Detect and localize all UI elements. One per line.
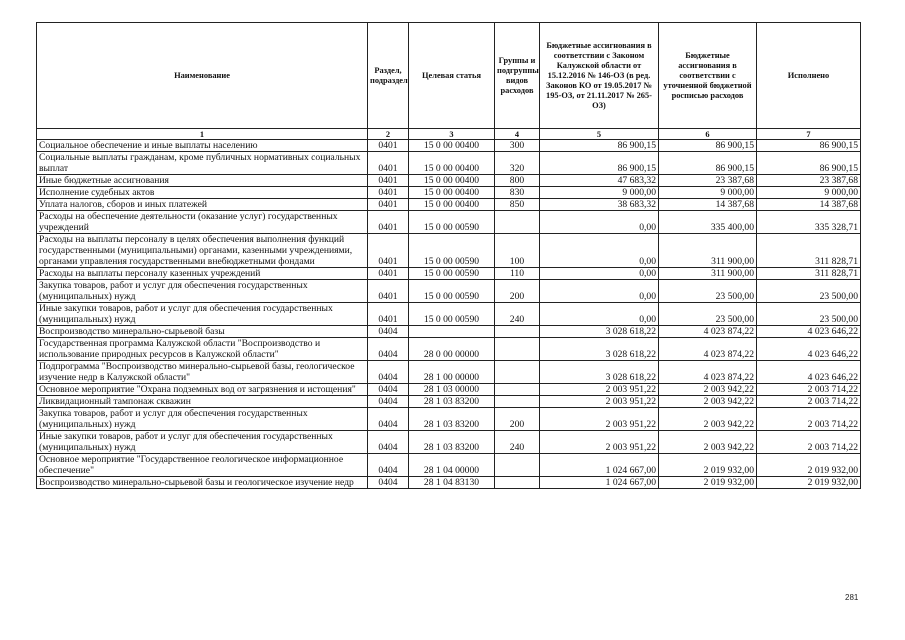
row-expense-group <box>495 384 540 396</box>
row-expense-group: 200 <box>495 280 540 303</box>
table-row <box>37 384 861 396</box>
table-row <box>37 268 861 280</box>
row-name: Закупка товаров, работ и услуг для обеспечения государственных (муниципальных) нужд <box>37 408 368 431</box>
row-refined-allocation: 2 003 942,22 <box>659 408 757 431</box>
row-target-article: 28 1 04 00000 <box>409 454 495 477</box>
row-name: Основное мероприятие "Охрана подземных вод от загрязнения и истощения" <box>37 384 368 396</box>
row-refined-allocation: 335 400,00 <box>659 211 757 234</box>
row-target-article: 28 1 03 00000 <box>409 384 495 396</box>
row-expense-group <box>495 361 540 384</box>
row-refined-allocation: 23 387,68 <box>659 175 757 187</box>
row-law-allocation: 0,00 <box>540 280 659 303</box>
row-law-allocation: 0,00 <box>540 234 659 268</box>
row-name: Воспроизводство минерально-сырьевой базы <box>37 326 368 338</box>
row-section: 0401 <box>368 234 409 268</box>
row-expense-group: 830 <box>495 187 540 199</box>
row-target-article: 28 1 03 83200 <box>409 408 495 431</box>
table-body <box>37 140 861 489</box>
row-law-allocation: 2 003 951,22 <box>540 384 659 396</box>
row-refined-allocation: 2 003 942,22 <box>659 384 757 396</box>
row-expense-group: 110 <box>495 268 540 280</box>
row-law-allocation: 3 028 618,22 <box>540 338 659 361</box>
table-row <box>37 280 861 303</box>
header-refined-allocation: Бюджетные ассигнования в соответствии с уточненной бюджетной росписью расходов <box>659 23 757 129</box>
table-row <box>37 361 861 384</box>
table-row <box>37 140 861 152</box>
row-target-article: 15 0 00 00590 <box>409 280 495 303</box>
row-section: 0404 <box>368 326 409 338</box>
column-number: 4 <box>495 129 540 140</box>
row-name: Уплата налогов, сборов и иных платежей <box>37 199 368 211</box>
row-expense-group: 850 <box>495 199 540 211</box>
row-target-article: 28 1 03 83200 <box>409 396 495 408</box>
row-name: Социальные выплаты гражданам, кроме публичных нормативных социальных выплат <box>37 152 368 175</box>
table-row <box>37 152 861 175</box>
row-law-allocation: 38 683,32 <box>540 199 659 211</box>
row-executed: 14 387,68 <box>757 199 861 211</box>
row-executed: 23 387,68 <box>757 175 861 187</box>
row-section: 0401 <box>368 211 409 234</box>
row-name: Расходы на обеспечение деятельности (оказание услуг) государственных учреждений <box>37 211 368 234</box>
row-expense-group: 240 <box>495 431 540 454</box>
row-expense-group: 300 <box>495 140 540 152</box>
row-name: Основное мероприятие "Государственное геологическое информационное обеспечение" <box>37 454 368 477</box>
row-section: 0401 <box>368 187 409 199</box>
row-section: 0401 <box>368 199 409 211</box>
row-refined-allocation: 86 900,15 <box>659 140 757 152</box>
row-executed: 335 328,71 <box>757 211 861 234</box>
row-target-article: 28 1 03 83200 <box>409 431 495 454</box>
row-name: Иные закупки товаров, работ и услуг для обеспечения государственных (муниципальных) нужд <box>37 303 368 326</box>
row-target-article: 15 0 00 00590 <box>409 234 495 268</box>
row-refined-allocation: 9 000,00 <box>659 187 757 199</box>
row-executed: 311 828,71 <box>757 268 861 280</box>
row-name: Расходы на выплаты персоналу казенных учреждений <box>37 268 368 280</box>
row-section: 0404 <box>368 408 409 431</box>
row-refined-allocation: 4 023 874,22 <box>659 326 757 338</box>
row-executed: 2 003 714,22 <box>757 384 861 396</box>
table-row <box>37 454 861 477</box>
row-name: Подпрограмма "Воспроизводство минерально-сырьевой базы, геологическое изучение недр в Калужской области" <box>37 361 368 384</box>
column-number: 5 <box>540 129 659 140</box>
row-refined-allocation: 2 019 932,00 <box>659 454 757 477</box>
row-target-article: 15 0 00 00590 <box>409 268 495 280</box>
row-executed: 86 900,15 <box>757 140 861 152</box>
row-law-allocation: 9 000,00 <box>540 187 659 199</box>
row-refined-allocation: 4 023 874,22 <box>659 338 757 361</box>
row-expense-group <box>495 454 540 477</box>
row-law-allocation: 0,00 <box>540 268 659 280</box>
row-name: Государственная программа Калужской области "Воспроизводство и использование природных ресурсов в Калужской области" <box>37 338 368 361</box>
row-law-allocation: 0,00 <box>540 303 659 326</box>
header-law-allocation: Бюджетные ассигнования в соответствии с Законом Калужской области от 15.12.2016 № 146-ОЗ (в ред. Законов КО от 19.05.2017 № 195-ОЗ, от 21.11.2017 № 265-ОЗ) <box>540 23 659 129</box>
column-number-row <box>37 129 861 140</box>
row-executed: 86 900,15 <box>757 152 861 175</box>
row-expense-group: 100 <box>495 234 540 268</box>
header-executed: Исполнено <box>757 23 861 129</box>
row-name: Иные бюджетные ассигнования <box>37 175 368 187</box>
row-target-article: 15 0 00 00400 <box>409 175 495 187</box>
row-expense-group <box>495 477 540 489</box>
row-section: 0404 <box>368 338 409 361</box>
row-name: Социальное обеспечение и иные выплаты населению <box>37 140 368 152</box>
table-row <box>37 431 861 454</box>
row-law-allocation: 0,00 <box>540 211 659 234</box>
row-law-allocation: 3 028 618,22 <box>540 326 659 338</box>
row-law-allocation: 86 900,15 <box>540 140 659 152</box>
row-executed: 2 003 714,22 <box>757 431 861 454</box>
table-row <box>37 396 861 408</box>
row-executed: 4 023 646,22 <box>757 338 861 361</box>
column-number: 7 <box>757 129 861 140</box>
row-executed: 23 500,00 <box>757 280 861 303</box>
row-section: 0401 <box>368 303 409 326</box>
row-section: 0401 <box>368 140 409 152</box>
row-target-article: 15 0 00 00590 <box>409 303 495 326</box>
row-name: Расходы на выплаты персоналу в целях обеспечения выполнения функций государственными (муниципальными) органами, казенными учреждениями, органами управления государственными внебюджетными фондами <box>37 234 368 268</box>
row-expense-group <box>495 338 540 361</box>
row-law-allocation: 2 003 951,22 <box>540 396 659 408</box>
table-row <box>37 303 861 326</box>
row-expense-group <box>495 211 540 234</box>
row-refined-allocation: 4 023 874,22 <box>659 361 757 384</box>
row-section: 0401 <box>368 280 409 303</box>
page-number: 281 <box>845 593 859 602</box>
row-name: Закупка товаров, работ и услуг для обеспечения государственных (муниципальных) нужд <box>37 280 368 303</box>
row-refined-allocation: 2 003 942,22 <box>659 396 757 408</box>
row-target-article: 15 0 00 00590 <box>409 211 495 234</box>
row-executed: 2 003 714,22 <box>757 408 861 431</box>
row-section: 0404 <box>368 477 409 489</box>
row-executed: 4 023 646,22 <box>757 326 861 338</box>
table-row <box>37 477 861 489</box>
row-law-allocation: 3 028 618,22 <box>540 361 659 384</box>
row-section: 0404 <box>368 431 409 454</box>
row-expense-group <box>495 396 540 408</box>
row-law-allocation: 2 003 951,22 <box>540 431 659 454</box>
row-name: Ликвидационный тампонаж скважин <box>37 396 368 408</box>
header-row <box>37 23 861 129</box>
row-expense-group: 240 <box>495 303 540 326</box>
row-refined-allocation: 311 900,00 <box>659 268 757 280</box>
row-executed: 311 828,71 <box>757 234 861 268</box>
row-executed: 23 500,00 <box>757 303 861 326</box>
table-row <box>37 234 861 268</box>
row-executed: 4 023 646,22 <box>757 361 861 384</box>
header-name: Наименование <box>37 23 368 129</box>
row-law-allocation: 86 900,15 <box>540 152 659 175</box>
budget-table <box>36 22 861 489</box>
row-section: 0404 <box>368 361 409 384</box>
row-target-article: 15 0 00 00400 <box>409 187 495 199</box>
row-target-article: 15 0 00 00400 <box>409 140 495 152</box>
row-law-allocation: 1 024 667,00 <box>540 454 659 477</box>
row-name: Иные закупки товаров, работ и услуг для обеспечения государственных (муниципальных) нужд <box>37 431 368 454</box>
row-target-article: 28 1 04 83130 <box>409 477 495 489</box>
row-section: 0404 <box>368 454 409 477</box>
column-number: 6 <box>659 129 757 140</box>
row-section: 0401 <box>368 152 409 175</box>
row-expense-group: 320 <box>495 152 540 175</box>
header-group: Группы и подгруппы видов расходов <box>495 23 540 129</box>
row-executed: 2 019 932,00 <box>757 477 861 489</box>
table-row <box>37 199 861 211</box>
column-number: 1 <box>37 129 368 140</box>
table-row <box>37 211 861 234</box>
row-target-article: 15 0 00 00400 <box>409 199 495 211</box>
row-law-allocation: 2 003 951,22 <box>540 408 659 431</box>
table-row <box>37 408 861 431</box>
row-executed: 2 019 932,00 <box>757 454 861 477</box>
row-refined-allocation: 2 019 932,00 <box>659 477 757 489</box>
row-target-article: 28 1 00 00000 <box>409 361 495 384</box>
row-expense-group <box>495 326 540 338</box>
row-executed: 2 003 714,22 <box>757 396 861 408</box>
row-section: 0401 <box>368 268 409 280</box>
row-refined-allocation: 311 900,00 <box>659 234 757 268</box>
row-section: 0404 <box>368 396 409 408</box>
column-number: 3 <box>409 129 495 140</box>
row-name: Воспроизводство минерально-сырьевой базы и геологическое изучение недр <box>37 477 368 489</box>
row-name: Исполнение судебных актов <box>37 187 368 199</box>
header-section: Раздел, подраздел <box>368 23 409 129</box>
table-row <box>37 175 861 187</box>
row-section: 0404 <box>368 384 409 396</box>
table-row <box>37 326 861 338</box>
row-target-article <box>409 326 495 338</box>
row-refined-allocation: 14 387,68 <box>659 199 757 211</box>
column-number: 2 <box>368 129 409 140</box>
row-refined-allocation: 23 500,00 <box>659 280 757 303</box>
row-expense-group: 200 <box>495 408 540 431</box>
row-target-article: 15 0 00 00400 <box>409 152 495 175</box>
table-row <box>37 187 861 199</box>
row-refined-allocation: 86 900,15 <box>659 152 757 175</box>
row-law-allocation: 1 024 667,00 <box>540 477 659 489</box>
row-target-article: 28 0 00 00000 <box>409 338 495 361</box>
row-section: 0401 <box>368 175 409 187</box>
row-refined-allocation: 23 500,00 <box>659 303 757 326</box>
table-row <box>37 338 861 361</box>
row-expense-group: 800 <box>495 175 540 187</box>
header-target: Целевая статья <box>409 23 495 129</box>
row-refined-allocation: 2 003 942,22 <box>659 431 757 454</box>
row-law-allocation: 47 683,32 <box>540 175 659 187</box>
row-executed: 9 000,00 <box>757 187 861 199</box>
